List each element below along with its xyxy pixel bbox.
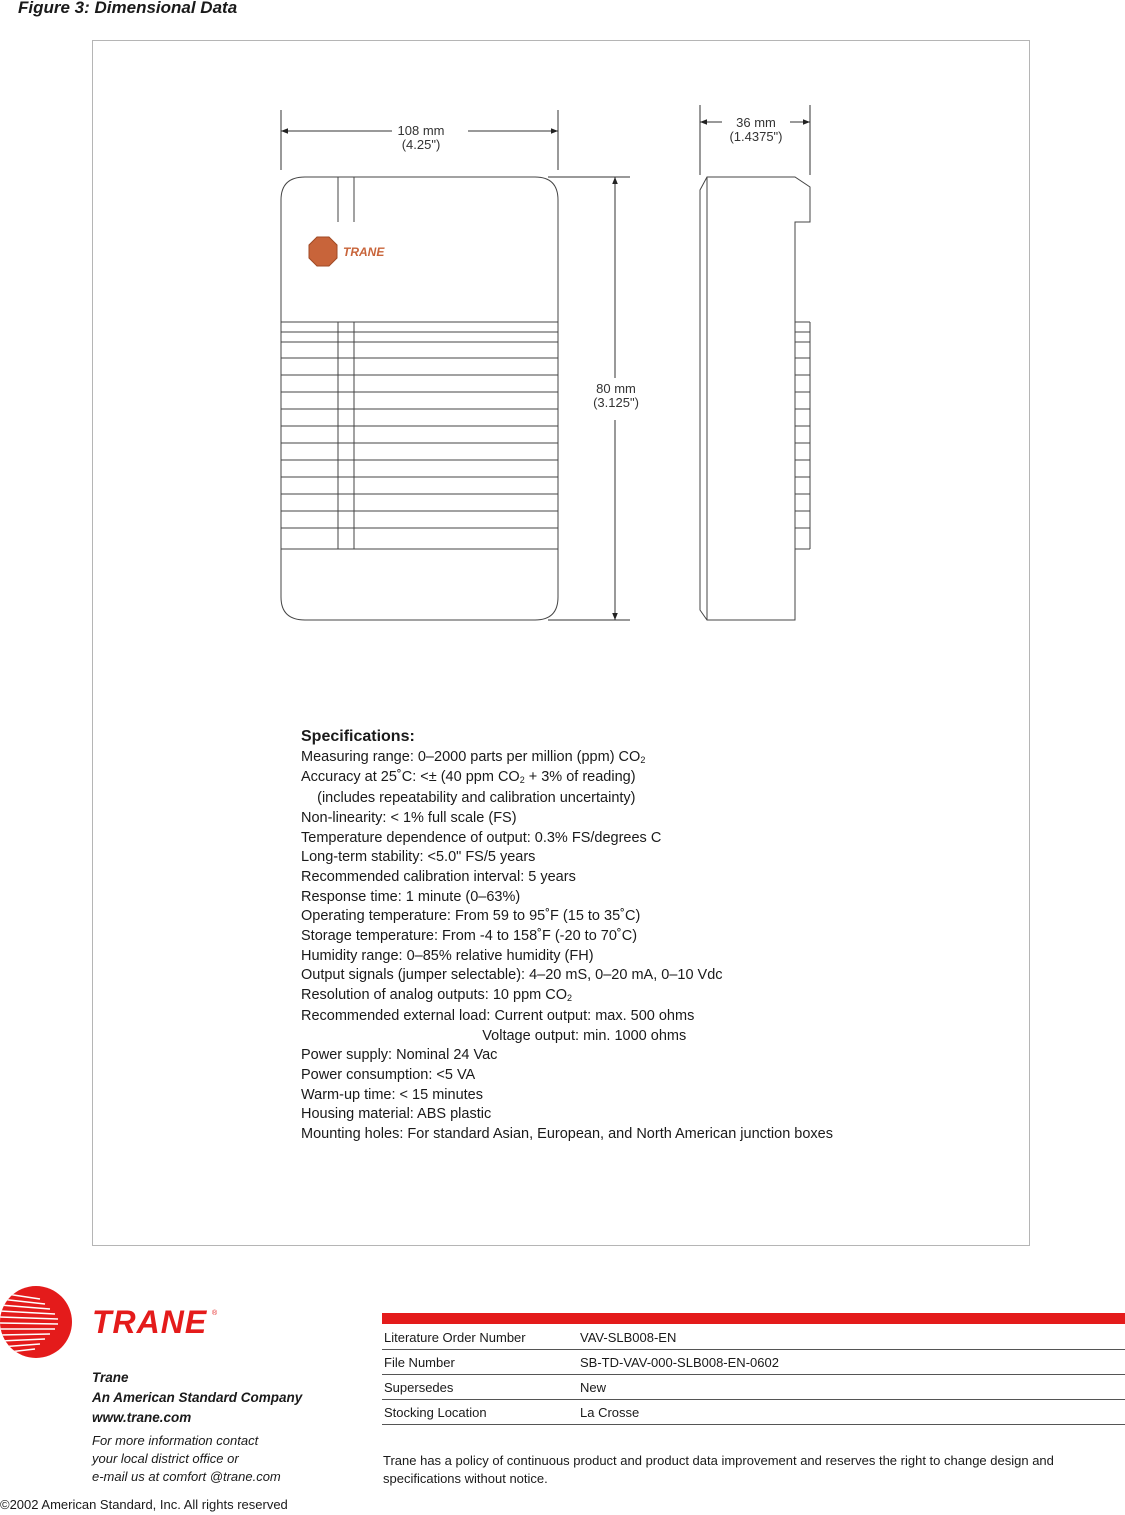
trane-globe-icon <box>0 1285 72 1359</box>
specs-heading: Specifications: <box>301 728 415 745</box>
width-metric: 108 mm <box>397 123 445 138</box>
depth-metric: 36 mm <box>736 115 776 130</box>
side-view <box>700 177 810 620</box>
spec-line: Response time: 1 minute (0–63%) <box>301 888 521 905</box>
contact-line: your local district office or <box>92 1451 239 1466</box>
spec-line: Housing material: ABS plastic <box>301 1106 492 1123</box>
spec-line: Mounting holes: For standard Asian, European, and North American junction boxes <box>301 1126 833 1143</box>
spec-line: Non-linearity: < 1% full scale (FS) <box>301 809 517 826</box>
svg-text:®: ® <box>212 1310 218 1317</box>
height-metric: 80 mm <box>596 381 636 396</box>
spec-line: Warm-up time: < 15 minutes <box>301 1086 483 1103</box>
literature-value: VAV-SLB008-EN <box>578 1325 1125 1350</box>
spec-line: Output signals (jumper selectable): 4–20 mS, 0–20 mA, 0–10 Vdc <box>301 967 723 984</box>
red-divider-bar <box>382 1313 1125 1324</box>
table-row <box>382 1375 1125 1400</box>
literature-value: New <box>578 1375 1125 1400</box>
spec-line: Temperature dependence of output: 0.3% FS/degrees C <box>301 829 662 846</box>
table-row <box>382 1325 1125 1350</box>
literature-label: Supersedes <box>382 1375 578 1400</box>
spec-line: Long-term stability: <5.0" FS/5 years <box>301 849 536 866</box>
spec-line: Humidity range: 0–85% relative humidity (FH) <box>301 947 594 964</box>
depth-label <box>720 116 792 144</box>
contact-line: For more information contact <box>92 1433 259 1448</box>
literature-label: Literature Order Number <box>382 1325 578 1350</box>
company-info <box>92 1368 302 1428</box>
company-parent: An American Standard Company <box>92 1390 303 1405</box>
dimensional-drawing <box>0 0 1125 700</box>
width-label <box>385 124 457 152</box>
company-name: Trane <box>92 1370 129 1385</box>
spec-line: Operating temperature: From 59 to 95˚F (15 to 35˚C) <box>301 908 641 925</box>
spec-line: (includes repeatability and calibration uncertainty) <box>301 790 636 807</box>
table-row <box>382 1350 1125 1375</box>
spec-line: Recommended calibration interval: 5 years <box>301 868 576 885</box>
device-logo <box>309 237 385 266</box>
spec-line: Storage temperature: From -4 to 158˚F (-20 to 70˚C) <box>301 928 638 945</box>
spec-line: Accuracy at 25˚C: <± (40 ppm $CO_2 + 3\%$ of reading) <box>301 769 636 786</box>
spec-line: Power supply: Nominal 24 Vac <box>301 1047 498 1064</box>
copyright: ©2002 American Standard, Inc. All rights reserved <box>0 1497 288 1512</box>
literature-label: File Number <box>382 1350 578 1375</box>
specifications <box>301 727 1001 1145</box>
trane-wordmark: TRANE <box>92 1304 208 1340</box>
figure-title: Figure 3: Dimensional Data <box>18 0 238 17</box>
spec-line: Recommended external load: Current output: max. 500 ohms <box>301 1007 695 1024</box>
depth-imperial: (1.4375") <box>729 129 783 144</box>
spec-line: Resolution of analog outputs: 10 ppm $CO_2$ <box>301 987 573 1004</box>
company-website[interactable]: www.trane.com <box>92 1410 192 1425</box>
spec-line: Power consumption: <5 VA <box>301 1066 476 1083</box>
logo-mark-icon <box>309 237 337 266</box>
contact-info <box>92 1432 281 1486</box>
contact-email[interactable]: e-mail us at comfort @trane.com <box>92 1469 281 1484</box>
literature-label: Stocking Location <box>382 1400 578 1425</box>
table-row <box>382 1400 1125 1425</box>
height-label <box>580 382 652 410</box>
policy-statement: Trane has a policy of continuous product and product data improvement and reserves the right to change design and specifications without notice. <box>383 1453 1054 1486</box>
literature-value: La Crosse <box>578 1400 1125 1425</box>
spec-line: Voltage output: min. 1000 ohms <box>301 1027 687 1044</box>
trane-logo <box>0 1285 230 1365</box>
literature-table <box>382 1325 1125 1425</box>
device-logo-text: TRANE <box>343 245 385 259</box>
height-imperial: (3.125") <box>593 395 639 410</box>
width-imperial: (4.25") <box>401 137 441 152</box>
spec-line: Measuring range: 0–2000 parts per million (ppm) $CO_2$ <box>301 748 646 765</box>
literature-value: SB-TD-VAV-000-SLB008-EN-0602 <box>578 1350 1125 1375</box>
